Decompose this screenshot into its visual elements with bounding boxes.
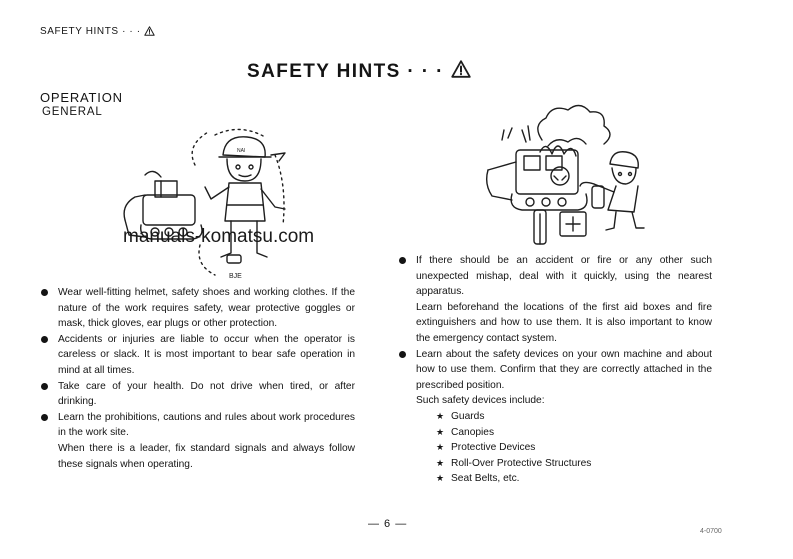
list-item: If there should be an accident or fire or any other such unexpected mishap, deal with it quickly, using the nearest apparatus. Learn beforehand the locations of the first aid boxes and fire extinguishers and how to use them. It is also important to know the emergency contact system. [398, 253, 712, 347]
section-heading: OPERATION [40, 90, 123, 105]
safety-device-item: ★ Guards [436, 409, 712, 425]
running-header: SAFETY HINTS · · · [40, 26, 155, 37]
warning-triangle-icon [451, 60, 471, 78]
page-number: — 6 — [368, 518, 408, 530]
list-item-detail: Learn beforehand the locations of the first aid boxes and fire extinguishers and how to use them. It is also important to know the emergency contact system. [416, 301, 712, 344]
safety-device-list [398, 409, 712, 487]
safety-device-item: ★ Roll-Over Protective Structures [436, 456, 712, 472]
section-subheading: GENERAL [42, 106, 103, 118]
star-icon: ★ [436, 442, 445, 453]
illustration-fire-extinguisher [482, 100, 662, 250]
list-item-detail: Such safety devices include: [416, 395, 545, 407]
star-icon: ★ [436, 410, 445, 421]
warning-triangle-icon [144, 26, 155, 36]
list-item: Learn the prohibitions, cautions and rules about work procedures in the work site. [40, 410, 355, 441]
list-item-continuation: When there is a leader, fix standard signals and always follow these signals when operating. [58, 442, 355, 470]
bullet-icon [41, 414, 48, 421]
star-icon: ★ [436, 473, 445, 484]
page-title: SAFETY HINTS · · · [247, 60, 471, 83]
bullet-icon [41, 383, 48, 390]
list-item: Learn about the safety devices on your own machine and about how to use them. Confirm that they are correctly attached in the prescribed position. Such safety devices include: [398, 347, 712, 409]
right-column [398, 253, 712, 487]
helmet-badge: NAI [237, 148, 246, 154]
bottle-label: BJE [229, 273, 242, 280]
bullet-icon [41, 289, 48, 296]
bullet-icon [41, 336, 48, 343]
document-code: 4-0700 [700, 528, 722, 535]
list-item: Take care of your health. Do not drive when tired, or after drinking. [40, 379, 355, 410]
star-icon: ★ [436, 457, 445, 468]
safety-device-item: ★ Seat Belts, etc. [436, 471, 712, 487]
watermark: manuals-komatsu.com [123, 226, 315, 247]
safety-device-item: ★ Protective Devices [436, 440, 712, 456]
safety-device-item: ★ Canopies [436, 425, 712, 441]
star-icon: ★ [436, 426, 445, 437]
list-item: Wear well-fitting helmet, safety shoes and working clothes. If the nature of the work requires safety, wear protective goggles or mask, thick gloves, ear plugs or other protection. [40, 285, 355, 332]
bullet-icon [399, 351, 406, 358]
bullet-icon [399, 257, 406, 264]
left-column [40, 285, 355, 472]
list-item: Accidents or injuries are liable to occur when the operator is careless or slack. It is most important to bear safe operation in mind at all times. [40, 332, 355, 379]
illustration-worker-bulldozer [115, 125, 305, 290]
